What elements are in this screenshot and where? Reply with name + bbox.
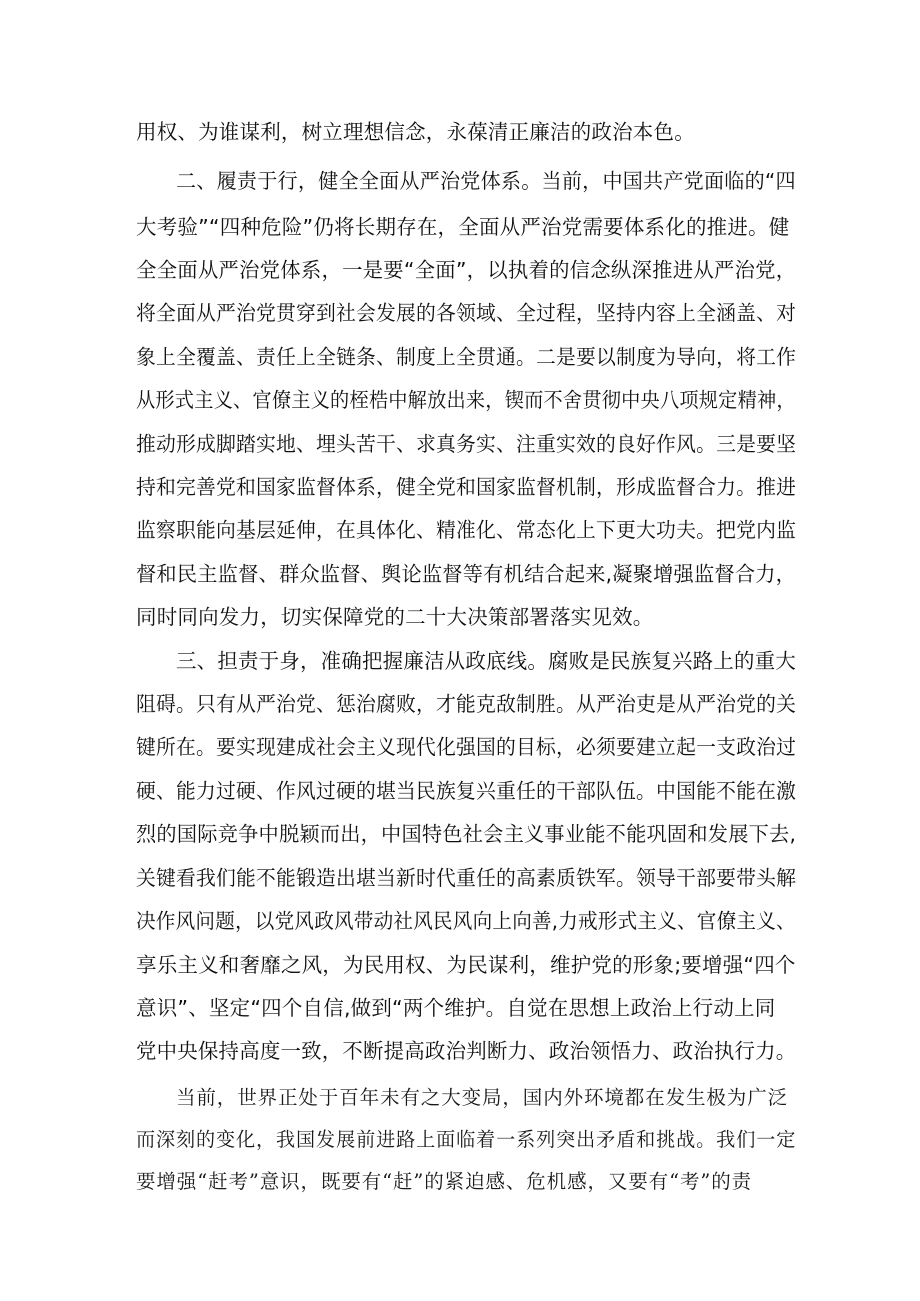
paragraph-line: 推动形成脚踏实地、埋头苦干、求真务实、注重实效的良好作风。三是要坚 xyxy=(136,432,797,456)
paragraph-line: 享乐主义和奢靡之风，为民用权、为民谋利，维护党的形象;要增强“四个 xyxy=(136,953,796,977)
paragraph-line: 当前，世界正处于百年未有之大变局，国内外环境都在发生极为广泛 xyxy=(176,1086,789,1109)
paragraph-line: 同时同向发力，切实保障党的二十大决策部署落实见效。 xyxy=(136,605,654,629)
paragraph-line: 象上全覆盖、责任上全链条、制度上全贯通。二是要以制度为导向，将工作 xyxy=(136,345,797,369)
paragraph-line: 三、担责于身，准确把握廉洁从政底线。腐败是民族复兴路上的重大 xyxy=(176,649,797,673)
paragraph-line: 大考验”“四种危险”仍将长期存在，全面从严治党需要体系化的推进。健 xyxy=(136,215,790,239)
paragraph-line: 持和完善党和国家监督体系，健全党和国家监督机制，形成监督合力。推进 xyxy=(136,475,797,499)
paragraph-line: 阻碍。只有从严治党、惩治腐败，才能克敌制胜。从严治吏是从严治党的关 xyxy=(136,692,797,716)
paragraph-line: 从形式主义、官僚主义的桎梏中解放出来，锲而不舍贯彻中央八项规定精神， xyxy=(136,388,796,412)
paragraph-line: 二、履责于行，健全全面从严治党体系。当前，中国共产党面临的“四 xyxy=(176,169,796,193)
paragraph-line: 要增强“赶考”意识，既要有“赶”的紧迫感、危机感，又要有“考”的责 xyxy=(136,1170,753,1193)
paragraph-line: 关键看我们能不能锻造出堪当新时代重任的高素质铁军。领导干部要带头解 xyxy=(136,866,797,890)
paragraph-line: 烈的国际竞争中脱颖而出，中国特色社会主义事业能不能巩固和发展下去, xyxy=(136,822,797,846)
paragraph-line: 决作风问题，以党风政风带动社风民风向上向善,力戒形式主义、官僚主义、 xyxy=(136,909,796,933)
paragraph-line: 用权、为谁谋利，树立理想信念，永葆清正廉洁的政治本色。 xyxy=(136,120,695,144)
paragraph-line: 将全面从严治党贯穿到社会发展的各领域、全过程，坚持内容上全涵盖、对 xyxy=(136,301,797,325)
paragraph-line: 全全面从严治党体系，一是要“全面”，以执着的信念纵深推进从严治党， xyxy=(136,258,797,282)
paragraph-line: 督和民主监督、群众监督、舆论监督等有机结合起来,凝聚增强监督合力， xyxy=(136,562,797,586)
paragraph-line: 硬、能力过硬、作风过硬的堪当民族复兴重任的干部队伍。中国能不能在激 xyxy=(136,779,797,803)
paragraph-line: 监察职能向基层延伸，在具体化、精准化、常态化上下更大功夫。把党内监 xyxy=(136,518,797,542)
paragraph-line: 而深刻的变化，我国发展前进路上面临着一系列突出矛盾和挑战。我们一定 xyxy=(136,1128,797,1151)
paragraph-line: 意识”、坚定“四个自信,做到“两个维护。自觉在思想上政治上行动上同 xyxy=(136,996,776,1020)
paragraph-line: 党中央保持高度一致，不断提高政治判断力、政治领悟力、政治执行力。 xyxy=(136,1039,797,1063)
paragraph-line: 键所在。要实现建成社会主义现代化强国的目标，必须要建立起一支政治过 xyxy=(136,735,797,759)
